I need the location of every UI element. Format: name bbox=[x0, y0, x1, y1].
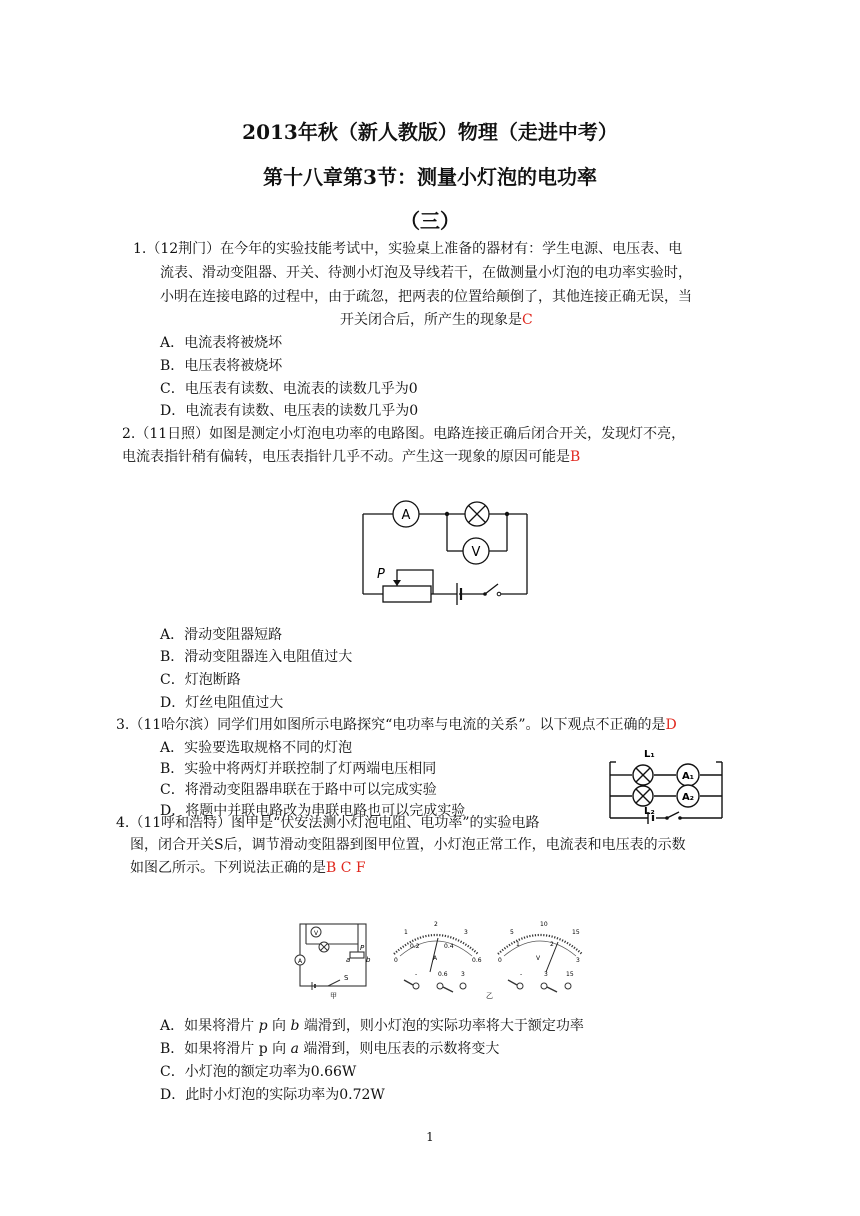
q4-v-tick-3: 3 bbox=[576, 957, 580, 964]
q4-a-b: b bbox=[290, 1018, 300, 1034]
q4-line-1: 4.（11呼和浩特）图甲是“伏安法测小灯泡电阻、电功率”的实验电路 bbox=[116, 815, 540, 831]
q1-line-1: 1.（12荆门）在今年的实验技能考试中，实验桌上准备的器材有：学生电源、电压表、电 bbox=[133, 241, 683, 257]
q2-answer: B bbox=[570, 449, 581, 465]
q3-stem: 3.（11哈尔滨）同学们用如图所示电路探究“电功率与电流的关系”。以下观点不正确的是 bbox=[116, 717, 666, 733]
ammeter-a1-label: A₁ bbox=[681, 771, 695, 782]
q2-line-2 bbox=[122, 446, 580, 468]
lamp-l2-label: L₂ bbox=[644, 806, 655, 817]
q4-a-tick-04: 0.4 bbox=[444, 943, 454, 950]
q4-v-tick-0: 0 bbox=[498, 957, 502, 964]
q3-circuit-diagram bbox=[604, 740, 734, 830]
q4-v-tick-5: 5 bbox=[510, 929, 514, 936]
q4-voltmeter-symbol: V bbox=[313, 930, 319, 937]
q3-option-a: A．实验要选取规格不同的灯泡 bbox=[160, 740, 353, 756]
q4-a-tick-0: 0 bbox=[394, 957, 398, 964]
q1-option-d: D．电流表有读数、电压表的读数几乎为0 bbox=[160, 403, 419, 419]
q4-line-3 bbox=[130, 857, 366, 879]
q4-a-term-neg: - bbox=[415, 971, 418, 978]
ammeter-a2-label: A₂ bbox=[681, 792, 695, 803]
q4-a-p: p bbox=[258, 1018, 268, 1034]
q4-v-term-3: 3 bbox=[544, 971, 548, 978]
q4-a-text-2: 向 bbox=[267, 1018, 291, 1034]
q4-answer: B C F bbox=[326, 860, 366, 876]
q4-a-tick-02: 0.2 bbox=[410, 943, 420, 950]
q1-stem-end: 开关闭合后，所产生的现象是 bbox=[340, 312, 522, 328]
q4-jia-label: 甲 bbox=[330, 992, 337, 1000]
q4-a-tick-2: 2 bbox=[434, 921, 438, 928]
page-number: 1 bbox=[426, 1130, 434, 1144]
q3-option-c: C．将滑动变阻器串联在于路中可以完成实验 bbox=[160, 782, 437, 798]
q4-v-tick-15: 15 bbox=[572, 929, 580, 936]
q4-a-tick-3: 3 bbox=[464, 929, 468, 936]
q4-ammeter-symbol: A bbox=[297, 958, 303, 965]
q4-switch-label: S bbox=[344, 974, 349, 982]
slider-label: P bbox=[377, 567, 385, 582]
q4-b-text-2: 端滑到，则电压表的示数将变大 bbox=[298, 1041, 500, 1057]
q4-b-a: a bbox=[290, 1041, 299, 1057]
q4-a-tick-1: 1 bbox=[404, 929, 408, 936]
q4-stem-end: 如图乙所示。下列说法正确的是 bbox=[130, 860, 326, 876]
q4-v-tick-1: 1 bbox=[516, 941, 520, 948]
q4-v-tick-10: 10 bbox=[540, 921, 548, 928]
q1-answer: C bbox=[522, 312, 533, 328]
q1-option-b: B．电压表将被烧坏 bbox=[160, 358, 283, 374]
q2-option-a: A．滑动变阻器短路 bbox=[160, 627, 283, 643]
voltmeter-label: V bbox=[471, 545, 481, 560]
q3-line-1 bbox=[116, 714, 677, 736]
q4-a-text-1: A．如果将滑片 bbox=[160, 1018, 259, 1034]
q4-figure bbox=[288, 910, 610, 1000]
q4-option-b bbox=[160, 1038, 499, 1060]
q4-a-label: a bbox=[346, 956, 351, 964]
q1-option-c: C．电压表有读数、电流表的读数几乎为0 bbox=[160, 381, 418, 397]
q3-option-d: D．将题中并联电路改为串联电路也可以完成实验 bbox=[160, 803, 466, 819]
q2-line-1: 2.（11日照）如图是测定小灯泡电功率的电路图。电路连接正确后闭合开关，发现灯不亮， bbox=[122, 426, 686, 442]
lamp-l1-label: L₁ bbox=[644, 749, 655, 760]
ammeter-label: A bbox=[401, 508, 411, 523]
q4-a-tick-06: 0.6 bbox=[472, 957, 482, 964]
q3-answer: D bbox=[665, 717, 677, 733]
switch-pivot bbox=[483, 592, 487, 596]
document-title: 2013年秋（新人教版）物理（走进中考） bbox=[242, 120, 618, 144]
q3-option-b: B．实验中将两灯并联控制了灯两端电压相同 bbox=[160, 761, 437, 777]
q4-b-label: b bbox=[366, 956, 371, 964]
q4-v-unit: V bbox=[536, 955, 541, 962]
q4-a-term-3: 3 bbox=[461, 971, 465, 978]
q4-option-d: D．此时小灯泡的实际功率为0.72W bbox=[160, 1087, 385, 1103]
q4-v-term-neg: - bbox=[520, 971, 523, 978]
q1-option-a: A．电流表将被烧坏 bbox=[160, 335, 283, 351]
q4-option-a bbox=[160, 1015, 584, 1037]
q4-option-c: C．小灯泡的额定功率为0.66W bbox=[160, 1064, 357, 1080]
q2-stem-end: 电流表指针稍有偏转，电压表指针几乎不动。产生这一现象的原因可能是 bbox=[122, 449, 570, 465]
q4-v-term-15: 15 bbox=[566, 971, 574, 978]
q4-b-text-1: B．如果将滑片 p 向 bbox=[160, 1041, 291, 1057]
q4-a-unit: A bbox=[433, 955, 438, 962]
q4-v-tick-2: 2 bbox=[550, 941, 554, 948]
q1-line-4 bbox=[340, 309, 533, 331]
q4-a-term-06: 0.6 bbox=[438, 971, 448, 978]
section-subtitle: （三） bbox=[400, 209, 460, 233]
q4-a-text-3: 端滑到，则小灯泡的实际功率将大于额定功率 bbox=[299, 1018, 584, 1034]
section-title: 第十八章第3节：测量小灯泡的电功率 bbox=[263, 165, 597, 189]
q2-option-d: D．灯丝电阻值过大 bbox=[160, 695, 284, 711]
q2-option-c: C．灯泡断路 bbox=[160, 672, 241, 688]
q2-circuit-diagram bbox=[355, 496, 540, 608]
q2-option-b: B．滑动变阻器连入电阻值过大 bbox=[160, 649, 353, 665]
q4-voltmeter-dial bbox=[498, 921, 582, 992]
q4-yi-label: 乙 bbox=[486, 992, 493, 1000]
q4-p-label: P bbox=[360, 944, 365, 952]
q4-circuit-jia bbox=[295, 924, 371, 1000]
q4-ammeter-dial bbox=[394, 921, 482, 992]
q1-line-3: 小明在连接电路的过程中，由于疏忽，把两表的位置给颠倒了，其他连接正确无误，当 bbox=[160, 289, 692, 305]
q4-line-2: 图，闭合开关S后，调节滑动变阻器到图甲位置，小灯泡正常工作，电流表和电压表的示数 bbox=[130, 837, 686, 853]
q1-line-2: 流表、滑动变阻器、开关、待测小灯泡及导线若干，在做测量小灯泡的电功率实验时， bbox=[160, 265, 692, 281]
